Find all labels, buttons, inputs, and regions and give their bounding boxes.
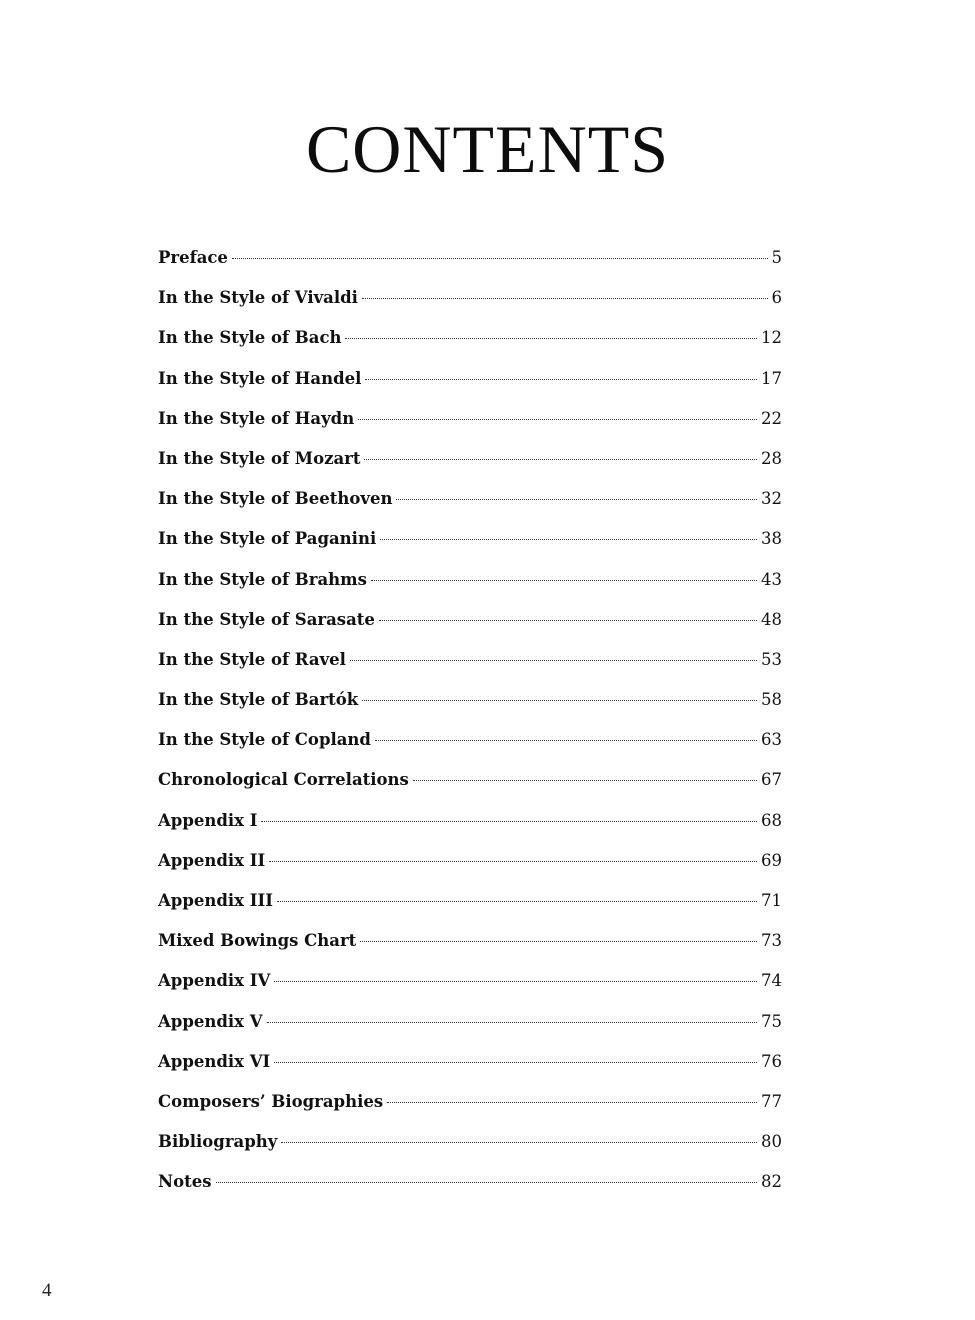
toc-entry[interactable] [158,690,782,730]
table-of-contents [158,248,782,1213]
toc-entry-page: 5 [771,248,782,267]
toc-entry-label: In the Style of Bach [158,328,342,348]
toc-entry-label: In the Style of Copland [158,730,371,750]
toc-entry-label: Appendix VI [158,1051,271,1071]
dot-leader [413,780,757,781]
toc-entry-label: In the Style of Bartók [158,690,359,710]
toc-entry[interactable] [158,570,782,610]
toc-entry-label: Appendix III [158,891,273,910]
dot-leader [261,821,757,822]
dot-leader [216,1182,758,1183]
toc-entry-label: Appendix II [158,850,266,870]
dot-leader [277,901,757,902]
toc-entry[interactable] [158,449,782,489]
toc-entry-page: 6 [771,288,782,308]
toc-entry-label: Appendix V [158,1011,263,1031]
toc-entry-label: Mixed Bowings Chart [158,931,357,951]
toc-entry-page: 32 [761,489,782,509]
toc-entry-label: In the Style of Mozart [158,448,361,468]
dot-leader [232,258,768,259]
toc-entry[interactable] [158,851,782,891]
dot-leader [387,1102,757,1103]
toc-entry-page: 74 [761,971,782,991]
dot-leader [365,379,757,380]
toc-entry-page: 73 [761,931,782,951]
toc-entry-page: 38 [761,529,782,549]
toc-entry-label: Chronological Correlations [158,770,409,790]
toc-entry-page: 67 [761,770,782,790]
dot-leader [358,419,757,420]
page-title: CONTENTS [305,111,670,187]
toc-entry[interactable] [158,409,782,449]
dot-leader [362,700,757,701]
toc-entry-page: 12 [761,328,782,348]
toc-entry[interactable] [158,1172,782,1212]
toc-entry[interactable] [158,650,782,690]
toc-entry-label: Composers’ Biographies [158,1091,384,1111]
toc-entry[interactable] [158,529,782,569]
dot-leader [281,1142,757,1143]
dot-leader [267,1022,757,1023]
dot-leader [274,1062,757,1063]
toc-entry-label: Preface [158,248,228,267]
toc-entry[interactable] [158,811,782,851]
toc-entry[interactable] [158,369,782,409]
toc-entry-page: 43 [761,569,782,589]
dot-leader [379,620,757,621]
toc-entry[interactable] [158,288,782,328]
toc-entry-page: 48 [761,609,782,629]
dot-leader [396,499,757,500]
toc-entry-page: 28 [761,448,782,468]
dot-leader [274,981,757,982]
dot-leader [362,298,768,299]
toc-entry-label: In the Style of Sarasate [158,609,375,629]
toc-entry-page: 69 [761,850,782,870]
dot-leader [364,459,757,460]
toc-entry-page: 71 [761,891,782,910]
page-number: 4 [42,1280,52,1301]
toc-entry-label: In the Style of Haydn [158,408,355,428]
toc-entry-page: 58 [761,690,782,710]
dot-leader [371,580,757,581]
dot-leader [360,941,757,942]
toc-entry[interactable] [158,891,782,931]
toc-entry-page: 17 [761,368,782,388]
toc-entry-page: 80 [761,1132,782,1152]
toc-entry-label: In the Style of Ravel [158,649,346,669]
toc-entry-page: 63 [761,730,782,750]
toc-entry-label: In the Style of Vivaldi [158,288,358,308]
toc-entry[interactable] [158,610,782,650]
toc-entry-label: In the Style of Beethoven [158,489,393,509]
dot-leader [345,338,757,339]
toc-entry-page: 22 [761,408,782,428]
toc-entry-label: Appendix IV [158,971,271,991]
toc-entry[interactable] [158,971,782,1011]
toc-entry[interactable] [158,1052,782,1092]
toc-entry[interactable] [158,248,782,288]
toc-entry[interactable] [158,1092,782,1132]
toc-entry-page: 76 [761,1051,782,1071]
toc-entry[interactable] [158,770,782,810]
toc-entry[interactable] [158,931,782,971]
toc-entry-page: 68 [761,810,782,830]
toc-entry[interactable] [158,1132,782,1172]
toc-entry-label: In the Style of Handel [158,368,362,388]
toc-entry-label: In the Style of Brahms [158,569,367,589]
toc-entry-page: 53 [761,649,782,669]
toc-entry-label: In the Style of Paganini [158,529,377,549]
toc-entry-page: 77 [761,1091,782,1111]
toc-entry-page: 82 [761,1172,782,1192]
dot-leader [380,539,757,540]
toc-entry[interactable] [158,489,782,529]
toc-entry[interactable] [158,1012,782,1052]
dot-leader [269,861,757,862]
toc-entry-label: Appendix I [158,810,258,830]
dot-leader [375,740,757,741]
toc-entry[interactable] [158,328,782,368]
toc-entry-label: Bibliography [158,1132,278,1152]
toc-entry[interactable] [158,730,782,770]
toc-entry-page: 75 [761,1011,782,1031]
dot-leader [350,660,757,661]
toc-entry-label: Notes [158,1172,212,1192]
